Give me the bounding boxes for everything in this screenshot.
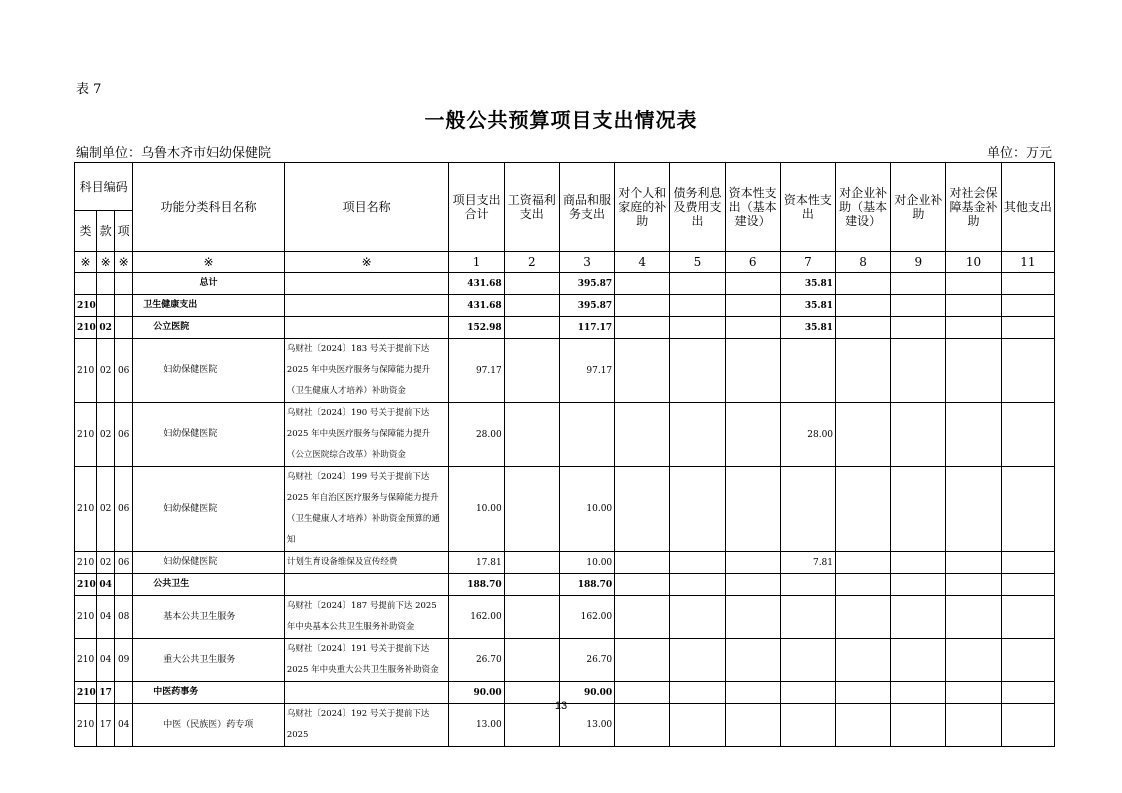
table-row (75, 403, 1055, 467)
mark-kuan: ※ (97, 252, 115, 273)
table-row (75, 467, 1055, 552)
cell-func-name: 公立医院 (133, 317, 285, 339)
cell-value-col-5 (670, 574, 725, 596)
cell-xiang: 04 (115, 704, 133, 747)
cell-project-name: 乌财社〔2024〕192 号关于提前下达 2025 (284, 704, 449, 747)
cell-value-col-4 (615, 273, 670, 295)
cell-value-col-3: 188.70 (559, 574, 614, 596)
cell-func-name: 基本公共卫生服务 (133, 596, 285, 639)
cell-value-col-5 (670, 552, 725, 574)
cell-value-col-2 (504, 574, 559, 596)
cell-project-name: 乌财社〔2024〕187 号提前下达 2025 年中央基本公共卫生服务补助资金 (284, 596, 449, 639)
cell-value-col-8 (836, 317, 891, 339)
cell-value-col-3: 10.00 (559, 467, 614, 552)
cell-value-col-7 (780, 467, 835, 552)
table-row (75, 295, 1055, 317)
cell-value-col-11 (1001, 295, 1054, 317)
cell-value-col-4 (615, 339, 670, 403)
cell-value-col-4 (615, 403, 670, 467)
cell-value-col-3: 26.70 (559, 639, 614, 682)
cell-xiang: 08 (115, 596, 133, 639)
table-row (75, 317, 1055, 339)
cell-value-col-8 (836, 639, 891, 682)
cell-value-col-7: 35.81 (780, 295, 835, 317)
cell-value-col-2 (504, 403, 559, 467)
cell-lei: 210 (75, 403, 97, 467)
cell-value-col-1: 17.81 (449, 552, 504, 574)
cell-value-col-11 (1001, 317, 1054, 339)
cell-lei: 210 (75, 317, 97, 339)
cell-lei: 210 (75, 704, 97, 747)
cell-project-name: 乌财社〔2024〕183 号关于提前下达 2025 年中央医疗服务与保障能力提升（卫生健康人才培养）补助资金 (284, 339, 449, 403)
table-row (75, 552, 1055, 574)
cell-value-col-9 (891, 639, 946, 682)
cell-func-name: 中医药事务 (133, 682, 285, 704)
cell-lei: 210 (75, 682, 97, 704)
cell-value-col-5 (670, 339, 725, 403)
cell-value-col-5 (670, 317, 725, 339)
cell-value-col-10 (946, 596, 1001, 639)
table-row (75, 596, 1055, 639)
cell-value-col-1: 13.00 (449, 704, 504, 747)
cell-value-col-2 (504, 639, 559, 682)
cell-value-col-1: 90.00 (449, 682, 504, 704)
cell-value-col-4 (615, 467, 670, 552)
cell-kuan: 02 (97, 339, 115, 403)
cell-value-col-7: 35.81 (780, 273, 835, 295)
cell-xiang (115, 574, 133, 596)
currency-unit: 单位：万元 (986, 146, 1052, 161)
page-title: 一般公共预算项目支出情况表 (424, 108, 698, 132)
cell-func-name: 卫生健康支出 (133, 295, 285, 317)
cell-kuan: 02 (97, 403, 115, 467)
cell-value-col-9 (891, 403, 946, 467)
col-number-7: 7 (780, 252, 835, 273)
cell-kuan (97, 273, 115, 295)
cell-value-col-6 (725, 339, 780, 403)
cell-value-col-8 (836, 339, 891, 403)
cell-value-col-2 (504, 295, 559, 317)
table-number: 表 7 (76, 82, 102, 97)
cell-value-col-1: 188.70 (449, 574, 504, 596)
header-col-3: 商品和服务支出 (559, 163, 614, 252)
cell-value-col-9 (891, 339, 946, 403)
page-number: 13 (554, 700, 568, 712)
cell-value-col-8 (836, 403, 891, 467)
cell-func-name: 妇幼保健医院 (133, 403, 285, 467)
cell-value-col-7: 35.81 (780, 317, 835, 339)
cell-lei: 210 (75, 596, 97, 639)
cell-project-name: 计划生育设备维保及宣传经费 (284, 552, 449, 574)
cell-value-col-3: 97.17 (559, 339, 614, 403)
cell-xiang: 06 (115, 339, 133, 403)
col-number-4: 4 (615, 252, 670, 273)
cell-value-col-5 (670, 273, 725, 295)
compiling-unit: 编制单位：乌鲁木齐市妇幼保健院 (76, 146, 272, 161)
col-number-9: 9 (891, 252, 946, 273)
expenditure-table (74, 162, 1055, 747)
cell-lei: 210 (75, 339, 97, 403)
cell-func-name: 妇幼保健医院 (133, 467, 285, 552)
cell-value-col-8 (836, 295, 891, 317)
cell-value-col-5 (670, 295, 725, 317)
cell-func-name: 公共卫生 (133, 574, 285, 596)
cell-value-col-11 (1001, 467, 1054, 552)
cell-kuan (97, 295, 115, 317)
cell-value-col-3: 395.87 (559, 295, 614, 317)
header-kuan: 款 (97, 211, 115, 252)
cell-xiang (115, 317, 133, 339)
cell-value-col-7 (780, 574, 835, 596)
cell-project-name: 乌财社〔2024〕191 号关于提前下达 2025 年中央重大公共卫生服务补助资金 (284, 639, 449, 682)
cell-value-col-4 (615, 596, 670, 639)
col-number-1: 1 (449, 252, 504, 273)
col-number-10: 10 (946, 252, 1001, 273)
cell-project-name (284, 273, 449, 295)
cell-project-name: 乌财社〔2024〕199 号关于提前下达 2025 年自治区医疗服务与保障能力提升（卫生健康人才培养）补助资金预算的通知 (284, 467, 449, 552)
cell-value-col-3 (559, 403, 614, 467)
cell-project-name: 乌财社〔2024〕190 号关于提前下达 2025 年中央医疗服务与保障能力提升（公立医院综合改革）补助资金 (284, 403, 449, 467)
cell-lei: 210 (75, 639, 97, 682)
header-row-3 (75, 252, 1055, 273)
header-row-1 (75, 163, 1055, 211)
header-col-2: 工资福利支出 (504, 163, 559, 252)
cell-value-col-7: 28.00 (780, 403, 835, 467)
cell-value-col-8 (836, 596, 891, 639)
header-xiang: 项 (115, 211, 133, 252)
cell-kuan: 17 (97, 704, 115, 747)
cell-value-col-11 (1001, 552, 1054, 574)
cell-value-col-6 (725, 596, 780, 639)
mark-lei: ※ (75, 252, 97, 273)
mark-project: ※ (284, 252, 449, 273)
col-number-11: 11 (1001, 252, 1054, 273)
cell-kuan: 02 (97, 317, 115, 339)
cell-value-col-7 (780, 596, 835, 639)
cell-kuan: 04 (97, 574, 115, 596)
cell-lei (75, 273, 97, 295)
cell-value-col-9 (891, 273, 946, 295)
cell-value-col-1: 431.68 (449, 273, 504, 295)
cell-func-name: 总计 (133, 273, 285, 295)
cell-value-col-11 (1001, 639, 1054, 682)
cell-value-col-5 (670, 596, 725, 639)
cell-value-col-6 (725, 273, 780, 295)
cell-value-col-7: 7.81 (780, 552, 835, 574)
col-number-8: 8 (836, 252, 891, 273)
col-number-5: 5 (670, 252, 725, 273)
mark-xiang: ※ (115, 252, 133, 273)
cell-value-col-11 (1001, 403, 1054, 467)
cell-value-col-9 (891, 596, 946, 639)
header-col-4: 对个人和家庭的补助 (615, 163, 670, 252)
cell-kuan: 17 (97, 682, 115, 704)
header-project-name: 项目名称 (284, 163, 449, 252)
cell-value-col-10 (946, 467, 1001, 552)
cell-kuan: 04 (97, 596, 115, 639)
cell-value-col-3: 13.00 (559, 704, 614, 747)
cell-lei: 210 (75, 295, 97, 317)
cell-value-col-3: 117.17 (559, 317, 614, 339)
cell-lei: 210 (75, 574, 97, 596)
cell-xiang (115, 295, 133, 317)
cell-value-col-6 (725, 639, 780, 682)
header-col-11: 其他支出 (1001, 163, 1054, 252)
cell-value-col-2 (504, 596, 559, 639)
cell-value-col-11 (1001, 574, 1054, 596)
cell-value-col-2 (504, 273, 559, 295)
cell-value-col-3: 162.00 (559, 596, 614, 639)
cell-value-col-4 (615, 574, 670, 596)
mark-func: ※ (133, 252, 285, 273)
cell-xiang (115, 273, 133, 295)
table-row (75, 273, 1055, 295)
cell-value-col-1: 26.70 (449, 639, 504, 682)
cell-value-col-10 (946, 273, 1001, 295)
cell-value-col-8 (836, 552, 891, 574)
header-col-1: 项目支出合计 (449, 163, 504, 252)
cell-value-col-11 (1001, 273, 1054, 295)
cell-kuan: 02 (97, 552, 115, 574)
cell-func-name: 重大公共卫生服务 (133, 639, 285, 682)
cell-value-col-6 (725, 574, 780, 596)
header-lei: 类 (75, 211, 97, 252)
cell-value-col-6 (725, 467, 780, 552)
cell-lei: 210 (75, 467, 97, 552)
cell-project-name (284, 574, 449, 596)
table-row (75, 574, 1055, 596)
cell-kuan: 04 (97, 639, 115, 682)
table-row (75, 639, 1055, 682)
cell-value-col-1: 97.17 (449, 339, 504, 403)
cell-value-col-9 (891, 317, 946, 339)
cell-value-col-4 (615, 295, 670, 317)
cell-value-col-3: 395.87 (559, 273, 614, 295)
cell-value-col-6 (725, 295, 780, 317)
header-col-10: 对社会保障基金补助 (946, 163, 1001, 252)
cell-value-col-1: 431.68 (449, 295, 504, 317)
cell-value-col-4 (615, 639, 670, 682)
cell-project-name (284, 295, 449, 317)
cell-value-col-2 (504, 317, 559, 339)
cell-value-col-11 (1001, 596, 1054, 639)
header-col-9: 对企业补助 (891, 163, 946, 252)
cell-func-name: 妇幼保健医院 (133, 339, 285, 403)
cell-value-col-7 (780, 339, 835, 403)
header-code-group: 科目编码 (75, 163, 133, 211)
cell-value-col-9 (891, 552, 946, 574)
cell-value-col-9 (891, 467, 946, 552)
cell-value-col-5 (670, 467, 725, 552)
cell-value-col-10 (946, 552, 1001, 574)
col-number-6: 6 (725, 252, 780, 273)
header-func-name: 功能分类科目名称 (133, 163, 285, 252)
cell-value-col-2 (504, 339, 559, 403)
cell-value-col-8 (836, 574, 891, 596)
cell-value-col-10 (946, 403, 1001, 467)
cell-value-col-4 (615, 317, 670, 339)
cell-value-col-10 (946, 317, 1001, 339)
cell-value-col-1: 10.00 (449, 467, 504, 552)
cell-value-col-9 (891, 295, 946, 317)
header-col-8: 对企业补助（基本建设） (836, 163, 891, 252)
cell-value-col-10 (946, 295, 1001, 317)
cell-xiang: 09 (115, 639, 133, 682)
cell-value-col-2 (504, 552, 559, 574)
cell-value-col-10 (946, 339, 1001, 403)
cell-lei: 210 (75, 552, 97, 574)
cell-project-name (284, 317, 449, 339)
cell-value-col-3: 90.00 (559, 682, 614, 704)
cell-value-col-3: 10.00 (559, 552, 614, 574)
cell-value-col-4 (615, 552, 670, 574)
table-row (75, 339, 1055, 403)
cell-value-col-9 (891, 574, 946, 596)
cell-xiang: 06 (115, 403, 133, 467)
cell-value-col-5 (670, 639, 725, 682)
header-col-6: 资本性支出（基本建设） (725, 163, 780, 252)
cell-value-col-10 (946, 639, 1001, 682)
cell-value-col-1: 28.00 (449, 403, 504, 467)
cell-value-col-6 (725, 403, 780, 467)
cell-value-col-6 (725, 317, 780, 339)
cell-kuan: 02 (97, 467, 115, 552)
cell-value-col-10 (946, 574, 1001, 596)
cell-value-col-11 (1001, 339, 1054, 403)
cell-value-col-5 (670, 403, 725, 467)
cell-value-col-2 (504, 467, 559, 552)
cell-value-col-1: 152.98 (449, 317, 504, 339)
cell-func-name: 妇幼保健医院 (133, 552, 285, 574)
header-col-5: 债务利息及费用支出 (670, 163, 725, 252)
cell-xiang: 06 (115, 552, 133, 574)
header-col-7: 资本性支出 (780, 163, 835, 252)
cell-value-col-6 (725, 552, 780, 574)
cell-value-col-8 (836, 467, 891, 552)
cell-value-col-1: 162.00 (449, 596, 504, 639)
cell-func-name: 中医（民族医）药专项 (133, 704, 285, 747)
cell-xiang: 06 (115, 467, 133, 552)
cell-value-col-7 (780, 639, 835, 682)
cell-value-col-8 (836, 273, 891, 295)
col-number-2: 2 (504, 252, 559, 273)
col-number-3: 3 (559, 252, 614, 273)
